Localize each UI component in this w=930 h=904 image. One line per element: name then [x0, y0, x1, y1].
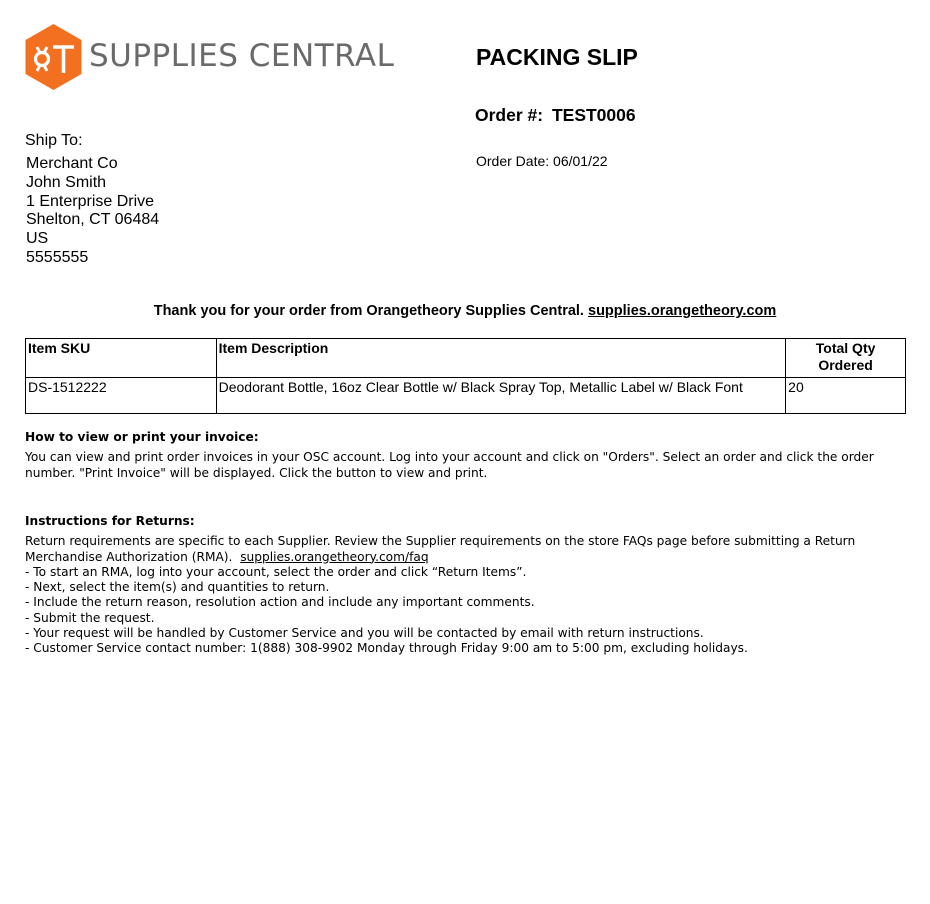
column-header-qty: Total Qty Ordered [786, 339, 906, 378]
column-header-sku: Item SKU [26, 339, 217, 378]
returns-intro-text: Merchandise Authorization (RMA). [25, 549, 233, 564]
ship-to-name: John Smith [26, 173, 107, 191]
faq-link[interactable]: supplies.orangetheory.com/faq [240, 549, 429, 564]
order-number [475, 105, 636, 126]
returns-intro-line: Return requirements are specific to each Supplier. Review the Supplier requirements on the store FAQs page before submitting a Return [25, 534, 856, 549]
items-table [25, 338, 906, 414]
page-title: PACKING SLIP [476, 44, 638, 70]
order-date [476, 153, 608, 169]
invoice-help-section [25, 430, 905, 481]
ship-to-phone: 5555555 [26, 248, 89, 266]
returns-step: - To start an RMA, log into your account, select the order and click “Return Items”. [25, 564, 527, 579]
table-header-row [26, 339, 906, 378]
invoice-help-heading: How to view or print your invoice: [25, 430, 259, 444]
ship-to-company: Merchant Co [26, 155, 118, 172]
logo-wordmark: SUPPLIES CENTRAL [89, 38, 395, 74]
returns-intro-line [25, 550, 905, 565]
store-link[interactable]: supplies.orangetheory.com [588, 303, 777, 319]
order-date-label: Order Date: [476, 153, 550, 169]
thank-you-text: Thank you for your order from Orangetheory Supplies Central. [153, 303, 584, 319]
item-sku: DS-1512222 [26, 378, 217, 414]
returns-heading: Instructions for Returns: [25, 514, 195, 528]
invoice-help-line: You can view and print order invoices in your OSC account. Log into your account and click on "Orders". Select an order and click the order [25, 450, 874, 465]
returns-section [25, 514, 905, 657]
invoice-help-line: number. "Print Invoice" will be displayed. Click the button to view and print. [25, 465, 488, 480]
returns-step: - Customer Service contact number: 1(888) 308-9902 Monday through Friday 9:00 am to 5:00 pm, excluding holidays. [25, 641, 748, 656]
ship-to-country: US [26, 230, 49, 248]
column-header-description: Item Description [216, 339, 786, 378]
item-description: Deodorant Bottle, 16oz Clear Bottle w/ Black Spray Top, Metallic Label w/ Black Font [216, 378, 786, 414]
ship-to-address [26, 155, 159, 268]
order-date-value: 06/01/22 [553, 153, 608, 169]
order-number-label: Order #: [475, 105, 544, 125]
ship-to-city-state-zip: Shelton, CT 06484 [26, 211, 160, 229]
returns-step: - Submit the request. [25, 610, 155, 625]
item-qty: 20 [786, 378, 906, 414]
ship-to-label: Ship To: [25, 132, 83, 149]
returns-step: - Your request will be handled by Customer Service and you will be contacted by email with return instructions. [25, 626, 704, 641]
table-row [26, 378, 906, 414]
returns-step: - Next, select the item(s) and quantities to return. [25, 580, 330, 595]
supplies-central-logo [24, 22, 394, 92]
ship-to-street: 1 Enterprise Drive [26, 192, 155, 210]
returns-step: - Include the return reason, resolution action and include any important comments. [25, 595, 535, 610]
order-number-value: TEST0006 [551, 105, 636, 125]
orangetheory-hexagon-icon [24, 23, 83, 91]
thank-you-message [0, 303, 930, 319]
